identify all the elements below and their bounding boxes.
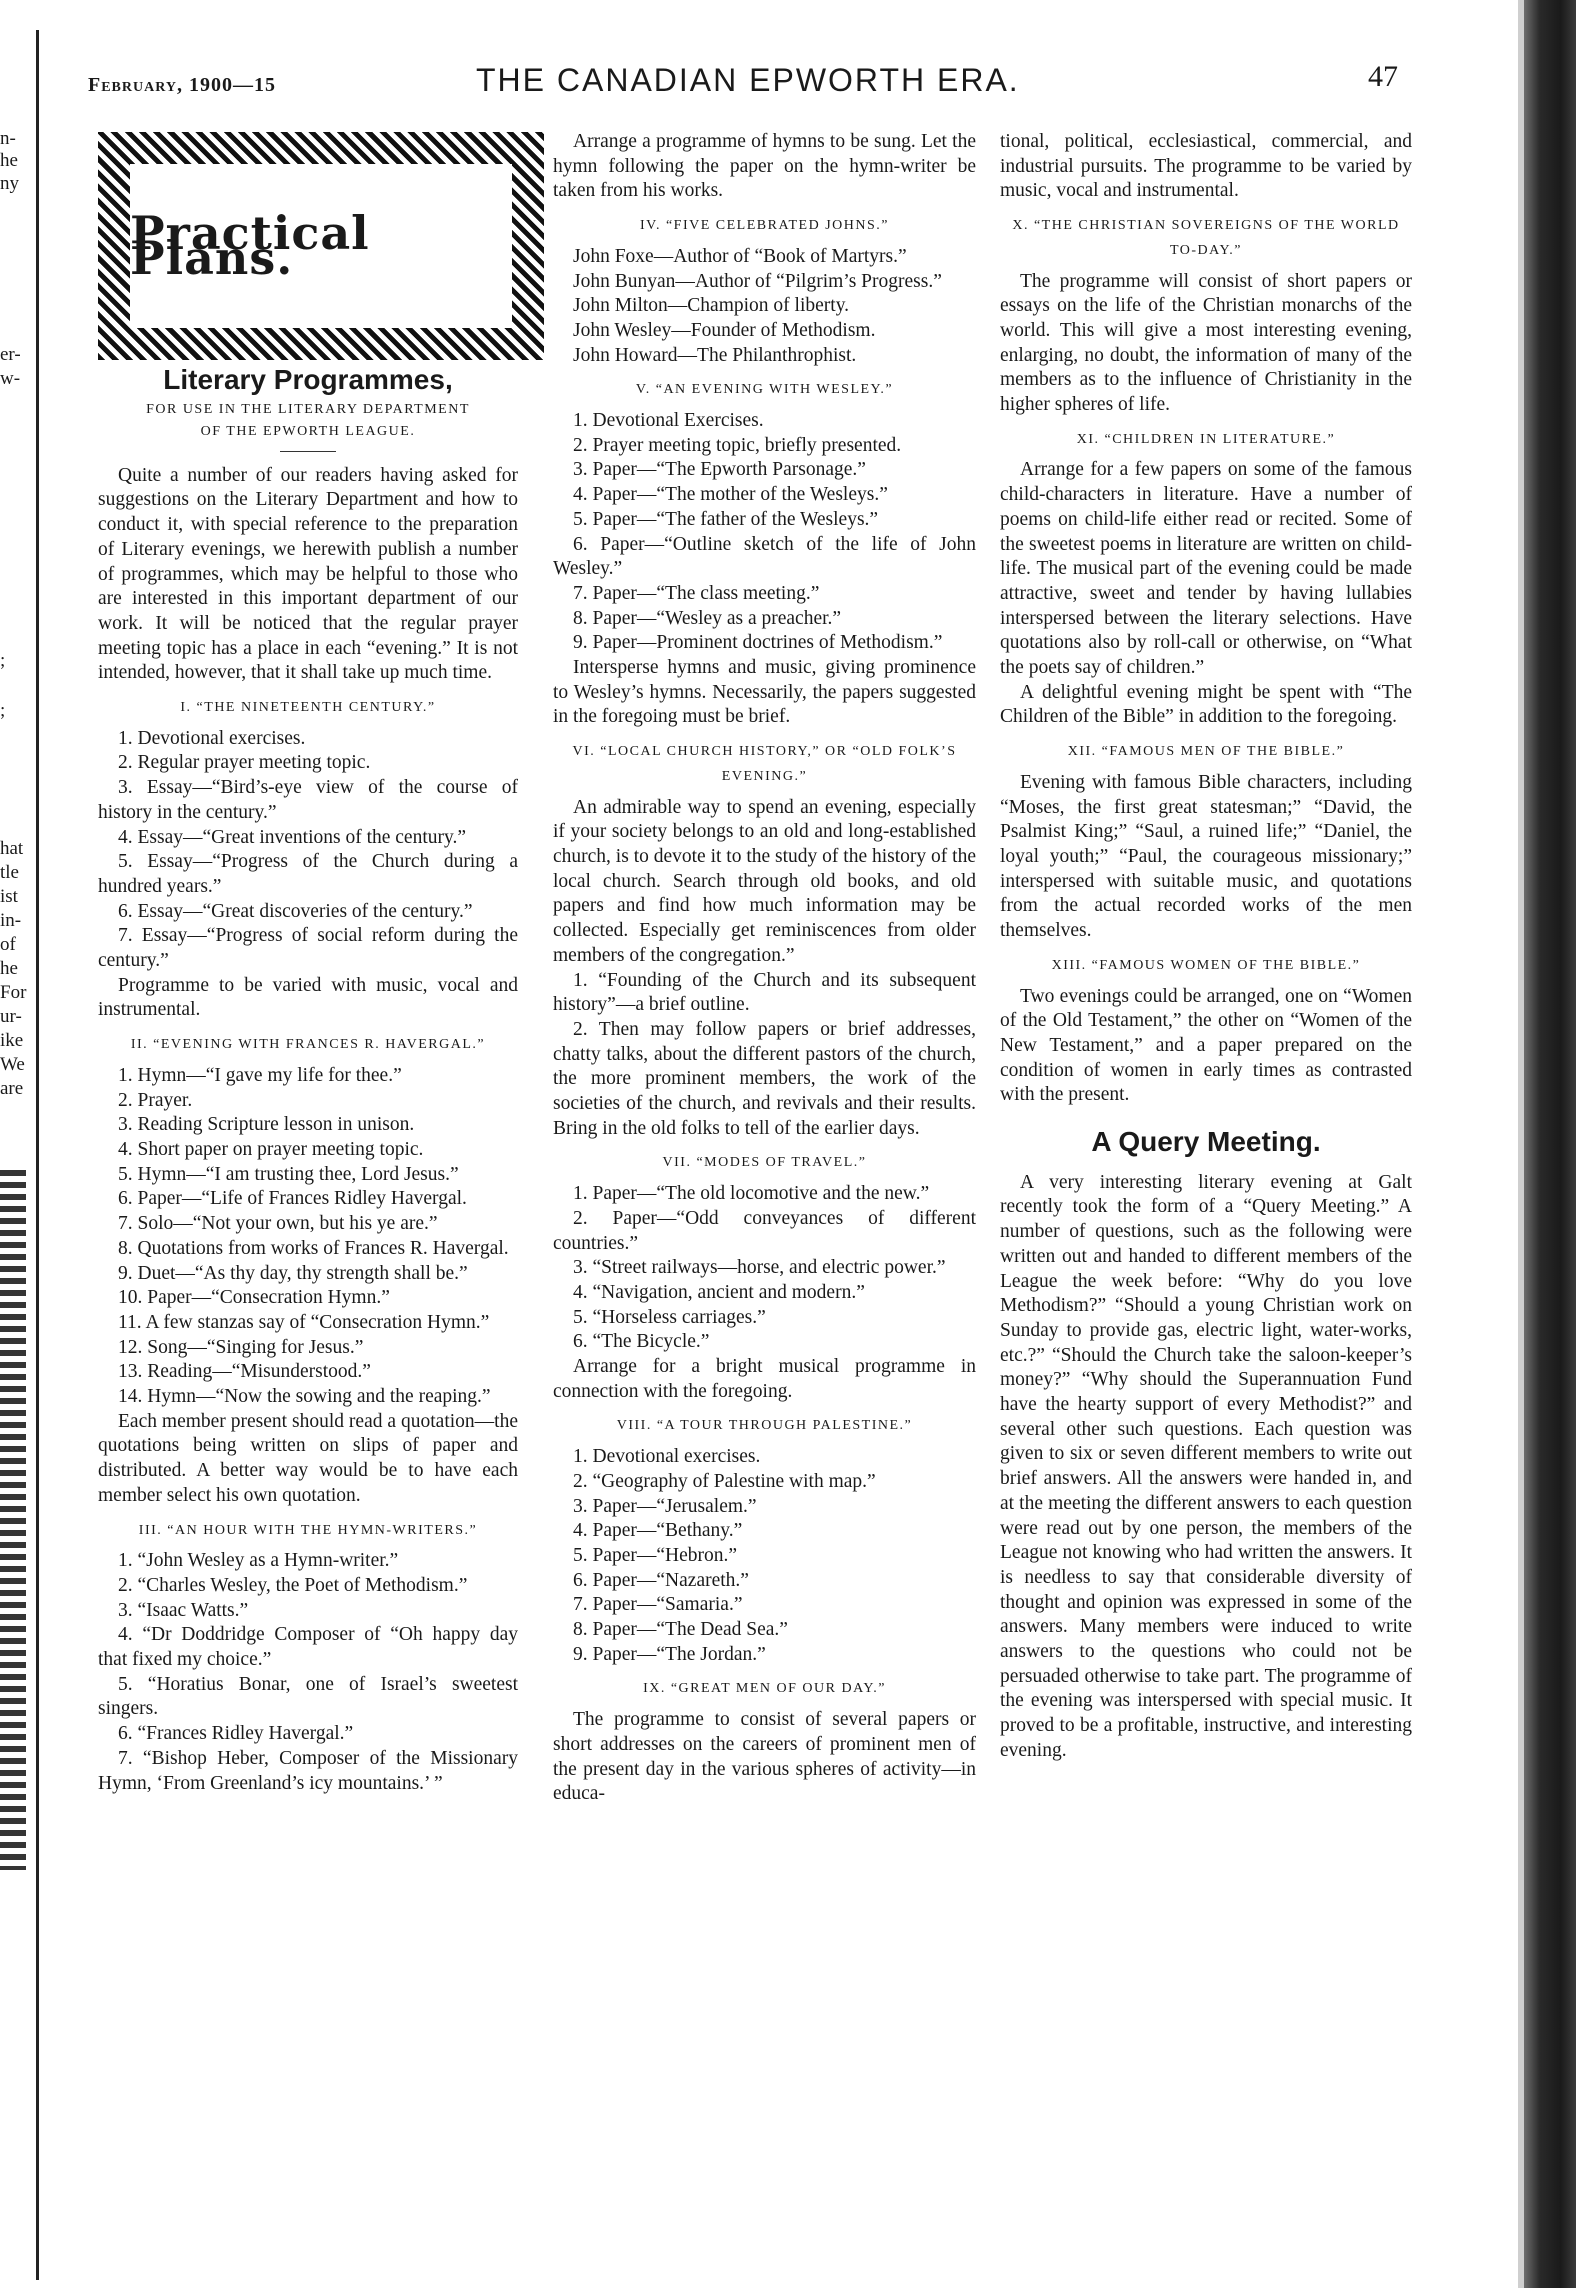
book-spine (1524, 0, 1576, 2288)
programme-heading: III. “AN HOUR WITH THE HYMN-WRITERS.” (138, 1522, 478, 1538)
programme-heading: II. “EVENING WITH FRANCES R. HAVERGAL.” (130, 1037, 486, 1053)
list-item: 3. “Isaac Watts.” (118, 1599, 249, 1621)
paragraph: Arrange a programme of hymns to be sung. Let the hymn following the paper on the hymn-writer be taken from his works. (553, 131, 976, 202)
programme-heading: V. “AN EVENING WITH WESLEY.” (635, 382, 894, 398)
article-subtitle: FOR USE IN THE LITERARY DEPARTMENT (146, 401, 470, 417)
margin-fragment: ; (0, 650, 6, 671)
list-item: Each member present should read a quotation—the quotations being written on slips of paper and distributed. A better way would be to have each member select his own quotation. (98, 1410, 518, 1506)
list-item: 7. Paper—“Samaria.” (573, 1594, 743, 1616)
article-title: Literary Programmes, (163, 364, 453, 395)
list-item: 9. Paper—Prominent doctrines of Methodism.” (573, 632, 943, 654)
list-item: 11. A few stanzas say of “Consecration Hymn.” (118, 1311, 490, 1333)
list-item: Intersperse hymns and music, giving prominence to Wesley’s hymns. Necessarily, the papers suggested in the foregoing must be brief. (553, 657, 976, 728)
margin-fragment: he (0, 150, 18, 171)
list-item: John Howard—The Philanthrophist. (573, 344, 857, 366)
list-item: 3. “Street railways—horse, and electric power.” (573, 1257, 946, 1279)
list-item: 1. “Founding of the Church and its subsequent history”—a brief outline. (553, 969, 976, 1016)
margin-fragment: ; (0, 700, 6, 721)
list-item: 6. “The Bicycle.” (573, 1331, 710, 1353)
list-item: 8. Paper—“Wesley as a preacher.” (573, 607, 842, 629)
list-item: 5. “Horatius Bonar, one of Israel’s sweetest singers. (98, 1673, 518, 1720)
list-item: 6. Essay—“Great discoveries of the century.” (118, 900, 473, 922)
list-item: 9. Duet—“As thy day, thy strength shall be.” (118, 1262, 468, 1284)
list-item: 1. “John Wesley as a Hymn-writer.” (118, 1550, 399, 1572)
list-item: 7. Essay—“Progress of social reform during the century.” (98, 925, 518, 972)
paragraph: Two evenings could be arranged, one on “Women of the Old Testament,” the other on “Women of the New Testament,” and a paper prepared on the condition of women in early times as contrasted with the present. (1000, 985, 1412, 1106)
column-3 (1000, 130, 1412, 1764)
divider (280, 451, 336, 452)
list-item: 1. Devotional exercises. (118, 727, 306, 749)
margin-fragment: For (0, 982, 27, 1003)
margin-fragment: ist (0, 886, 18, 907)
margin-fragment: ur- (0, 1006, 22, 1027)
list-item: 13. Reading—“Misunderstood.” (118, 1361, 371, 1383)
paragraph: The programme to consist of several papers or short addresses on the careers of prominent men of the present day in the various spheres of activity—in educa- (553, 1709, 976, 1805)
list-item: 3. Paper—“Jerusalem.” (573, 1495, 757, 1517)
list-item: 6. Paper—“Outline sketch of the life of John Wesley.” (553, 533, 976, 580)
list-item: 1. Devotional Exercises. (573, 410, 764, 432)
list-item: 8. Quotations from works of Frances R. Havergal. (118, 1237, 509, 1259)
list-item: 2. Regular prayer meeting topic. (118, 752, 371, 774)
margin-fragment: of (0, 934, 16, 955)
article-title: A Query Meeting. (1091, 1126, 1321, 1158)
list-item: 14. Hymn—“Now the sowing and the reaping.” (118, 1386, 491, 1408)
list-item: 1. Hymn—“I gave my life for thee.” (118, 1064, 402, 1086)
list-item: 3. Reading Scripture lesson in unison. (118, 1114, 415, 1136)
list-item: 4. Short paper on prayer meeting topic. (118, 1138, 424, 1160)
paragraph: Evening with famous Bible characters, including “Moses, the first great statesman;” “David, the Psalmist King;” “Saul, a ruined life;” “Daniel, the loyal youth;” “Paul, the courageous missionary;” interspersed with suitable music, and quotations from the actual recorded works of the men themselves. (1000, 771, 1412, 942)
banner-title: Practical Plans. (130, 206, 370, 285)
publication-title: THE CANADIAN EPWORTH ERA. (476, 62, 1020, 98)
list-item: Programme to be varied with music, vocal and instrumental. (98, 974, 518, 1021)
margin-fragment: w- (0, 368, 21, 389)
issue-date: February, 1900—15 (88, 74, 276, 96)
list-item: John Foxe—Author of “Book of Martyrs.” (573, 245, 907, 267)
article-subtitle: OF THE EPWORTH LEAGUE. (200, 423, 416, 439)
list-item: 8. Paper—“The Dead Sea.” (573, 1619, 788, 1641)
margin-fragment: We (0, 1054, 25, 1075)
ornamental-border (0, 1170, 26, 1870)
list-item: 6. Paper—“Life of Frances Ridley Havergal. (118, 1188, 467, 1210)
list-item: 2. Prayer meeting topic, briefly presented. (573, 434, 902, 456)
list-item: 1. Paper—“The old locomotive and the new.” (573, 1183, 930, 1205)
running-header (88, 60, 1398, 108)
margin-fragment: tle (0, 862, 19, 883)
list-item: 10. Paper—“Consecration Hymn.” (118, 1287, 390, 1309)
list-item: 3. Essay—“Bird’s-eye view of the course of history in the century.” (98, 777, 518, 823)
paragraph: tional, political, ecclesiastical, commercial, and industrial pursuits. The programme to be varied by music, vocal and instrumental. (1000, 131, 1412, 202)
paragraph: A very interesting literary evening at Galt recently took the form of a “Query Meeting.” A number of questions, such as the following were written out and handed to different members of the League the week before: “Why do you love Methodism?” “Should a young Christian work on Sunday to provide gas, electric light, water-works, etc.?” “Should the Church take the saloon-keeper’s money?” “Why should the Superannuation Fund have the hearty support of every Methodist?” and several other such questions. Each question was given to six or seven different members to write out brief answers. All the answers were handed in, and at the meeting the different answers to each question were read out by one person, the members of the League not knowing who had written the answers. It is needless to say that considerable diversity of thought and opinion was expressed in some of the answers. Many members were induced to write answers to the questions who could not be persuaded otherwise to take part. The programme of the evening was interspersed with special music. It proved to be a profitable, instructive, and interesting evening. (1000, 1171, 1412, 1761)
page-fold-line (36, 30, 39, 2280)
list-item: 5. Essay—“Progress of the Church during a hundred years.” (98, 851, 518, 897)
list-item: John Wesley—Founder of Methodism. (573, 319, 876, 341)
programme-heading: XII. “FAMOUS MEN OF THE BIBLE.” (1067, 744, 1345, 760)
list-item: 4. Paper—“Bethany.” (573, 1520, 743, 1542)
margin-fragment: ny (0, 173, 19, 194)
list-item: 5. Paper—“The father of the Wesleys.” (573, 508, 879, 530)
list-item: John Bunyan—Author of “Pilgrim’s Progress.” (573, 270, 942, 292)
margin-fragment: he (0, 958, 18, 979)
column-2 (553, 130, 976, 1807)
list-item: 5. “Horseless carriages.” (573, 1306, 766, 1328)
list-item: 4. Essay—“Great inventions of the century.” (118, 826, 467, 848)
list-item: 5. Paper—“Hebron.” (573, 1544, 738, 1566)
list-item: 4. Paper—“The mother of the Wesleys.” (573, 484, 888, 506)
margin-fragment: ike (0, 1030, 24, 1051)
list-item: 2. Prayer. (118, 1089, 193, 1111)
list-item: 4. “Dr Doddridge Composer of “Oh happy day that fixed my choice.” (98, 1624, 518, 1671)
list-item: 2. Then may follow papers or brief addresses, chatty talks, about the different pastors of the church, the more prominent members, the work of the societies of the church, and revivals and their results. Bring in the old folks to tell of the earlier days. (553, 1018, 976, 1139)
programme-heading: VIII. “A TOUR THROUGH PALESTINE.” (616, 1418, 913, 1434)
list-item: 1. Devotional exercises. (573, 1446, 761, 1468)
list-item: 7. Solo—“Not your own, but his ye are.” (118, 1213, 438, 1235)
column-1 (98, 130, 518, 1796)
programme-heading: IV. “FIVE CELEBRATED JOHNS.” (639, 218, 889, 234)
list-item: 2. “Charles Wesley, the Poet of Methodism.” (118, 1574, 468, 1596)
paragraph: The programme will consist of short papers or essays on the life of the Christian monarchs of the world. This will give a most interesting evening, enlarging, no doubt, the information of many of the members as to the influence of Christianity in the higher spheres of life. (1000, 270, 1412, 416)
list-item: 9. Paper—“The Jordan.” (573, 1643, 766, 1665)
margin-fragment: in- (0, 910, 22, 931)
list-item: Arrange for a bright musical programme in connection with the foregoing. (553, 1356, 976, 1402)
margin-fragment: are (0, 1078, 24, 1099)
list-item: 2. “Geography of Palestine with map.” (573, 1470, 876, 1492)
paragraph: Arrange for a few papers on some of the famous child-characters in literature. Have a number of poems on child-life either read or recited. Some of the sweetest poems in literature are written on child-life. The musical part of the evening could be made attractive, sweet and tender by having lullabies interspersed between the literary selections. Have quotations also by roll-call or otherwise, on “What the poets say of children.” (1000, 459, 1412, 679)
list-item: 6. Paper—“Nazareth.” (573, 1569, 749, 1591)
section-banner (98, 132, 544, 360)
page-number: 47 (1368, 60, 1398, 93)
list-item: 5. Hymn—“I am trusting thee, Lord Jesus.” (118, 1163, 459, 1185)
programme-heading: X. “THE CHRISTIAN SOVEREIGNS OF THE WORLD TO-DAY.” (1012, 218, 1400, 258)
list-item: 12. Song—“Singing for Jesus.” (118, 1336, 364, 1358)
margin-fragment: n- (0, 128, 16, 149)
list-item: 7. Paper—“The class meeting.” (573, 582, 820, 604)
programme-heading: VI. “LOCAL CHURCH HISTORY,” OR “OLD FOLK’S EVENING.” (572, 744, 957, 784)
list-item: John Milton—Champion of liberty. (573, 295, 850, 317)
list-item: 7. “Bishop Heber, Composer of the Missionary Hymn, ‘From Greenland’s icy mountains.’ ” (98, 1747, 518, 1794)
paragraph: A delightful evening might be spent with “The Children of the Bible” in addition to the foregoing. (1000, 681, 1412, 728)
adjacent-page-strip (0, 0, 46, 2288)
list-item: 2. Paper—“Odd conveyances of different countries.” (553, 1207, 976, 1254)
intro-paragraph: Quite a number of our readers having asked for suggestions on the Literary Department and how to conduct it, with special reference to the preparation of Literary evenings, we herewith publish a number of programmes, which may be helpful to those who are interested in this important department of our work. It will be noticed that the regular prayer meeting topic has a place in each “evening.” It is not intended, however, that it shall take up much time. (98, 464, 518, 684)
programme-heading: XI. “CHILDREN IN LITERATURE.” (1076, 431, 1336, 447)
list-item: An admirable way to spend an evening, especially if your society belongs to an old and long-established church, is to devote it to the study of the history of the local church. Search through old books, and old papers and find how much information may be collected. Especially get reminiscences from older members of the congregation.” (553, 796, 976, 966)
programme-heading: I. “THE NINETEENTH CENTURY.” (180, 700, 436, 716)
margin-fragment: er- (0, 344, 21, 365)
list-item: 6. “Frances Ridley Havergal.” (118, 1723, 354, 1745)
list-item: 3. Paper—“The Epworth Parsonage.” (573, 459, 866, 481)
programme-heading: XIII. “FAMOUS WOMEN OF THE BIBLE.” (1051, 957, 1361, 973)
programme-heading: IX. “GREAT MEN OF OUR DAY.” (643, 1681, 886, 1697)
list-item: 4. “Navigation, ancient and modern.” (573, 1281, 865, 1303)
programme-heading: VII. “MODES OF TRAVEL.” (662, 1155, 867, 1171)
margin-fragment: hat (0, 838, 24, 859)
